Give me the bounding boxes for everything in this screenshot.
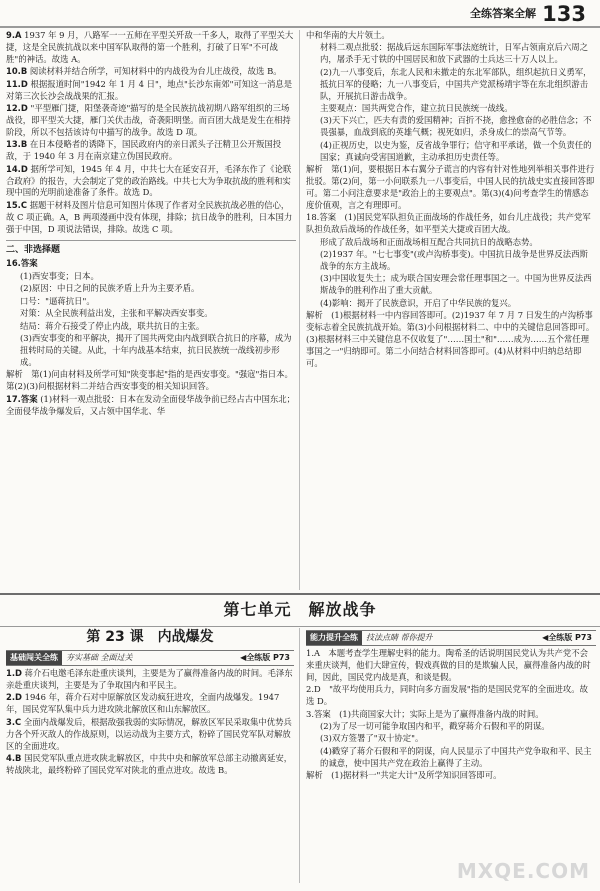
answer-text: 据题干材料及图片信息可知图片体现了作者对全民族抗战必胜的信心，故 C 项正确。A，B 两项漫画中没有体现，排除；抗日战争的胜利，日本国力强于中国，D 项说法错误，排除。故选 C 项。 — [6, 199, 293, 234]
answer-line: (3)中国收复失土；成为联合国安理会常任理事国之一。中国为世界反法西斯战争的胜利作出了重大贡献。 — [320, 273, 592, 296]
bottom-right-column — [306, 648, 596, 783]
basic-practice-bar — [6, 650, 294, 666]
answer-item — [6, 692, 294, 716]
answer-line: (3)西安事变的和平解决，揭开了国共两党由内战到联合抗日的序幕，成为扭转时局的关键。从此，十年内战基本结束，抗日民族统一战线初步形成。 — [20, 332, 292, 367]
answer-line: 解析 第(1)问由材料及所学可知"陕变事起"指的是西安事变。"强寇"指日本。第(2)(3)问根据材料二并结合西安事变的相关知识回答。 — [6, 369, 293, 392]
column-divider — [299, 30, 300, 590]
top-right-column — [306, 30, 596, 370]
answer-item — [6, 103, 296, 139]
answer-number: 4.B — [6, 752, 22, 763]
advanced-practice-ref: ◀全练版 P73 — [542, 633, 592, 642]
answer-line: 结局：蒋介石接受了停止内战，联共抗日的主张。 — [20, 320, 205, 331]
answer-text: "平型雁门捷，阳堡袭奇迹"描写的是全民族抗战初期八路军组织的三场战役，即平型关大捷，雁门关伏击战，奇袭阳明堡。而百团大战是发生在相持阶段，所以不包括该诗句中描写的战争。故选 D 项。 — [6, 103, 291, 137]
answer-line: (3)天下兴亡，匹夫有责的爱国精神；百折不挠，愈挫愈奋的必胜信念；不畏强暴，血战到底的英雄气概；视死如归，杀身成仁的崇高气节等。 — [320, 115, 592, 138]
answer-line: (2)原因：中日之间的民族矛盾上升为主要矛盾。 — [20, 283, 200, 294]
answer-number: 10.B — [6, 66, 28, 77]
answer-line: (3)双方签署了"双十协定"。 — [320, 733, 424, 744]
answer-item — [6, 164, 296, 200]
answer-line: 18.答案 (1)国民党军队担负正面战场的作战任务，如台儿庄战役；共产党军队担负敌后战场的作战任务，如平型关大捷或百团大战。 — [306, 212, 591, 235]
answer-item — [6, 66, 296, 78]
header-title: 全练答案全解 — [470, 7, 536, 20]
answer-line: (2)为了尽一切可能争取国内和平，戳穿蒋介石假和平的阴谋。 — [320, 721, 550, 732]
answer-line: 1.A 本题考查学生理解史料的能力。陶希圣的话说明国民党认为共产党不会来重庆谈判，他们大肆宣传，假戏真做的目的是欺骗人民，赢得准备内战的时间，因此，国民党内战是真，和谈是假。 — [306, 648, 591, 682]
answer-line: 2.D "故平均使用兵力，同时向多方面发展"指的是国民党军的全面进攻。故选 D。 — [306, 684, 589, 707]
answer-text: 蒋介石电邀毛泽东赴重庆谈判，主要是为了赢得准备内战的时间。毛泽东亲赴重庆谈判，主要是为了争取国内和平民主。 — [6, 668, 293, 690]
basic-practice-sub: 夯实基础 全面过关 — [66, 653, 133, 662]
answer-item — [6, 79, 296, 103]
q16-answer-head: 16.答案 — [6, 258, 38, 269]
answer-line: 主要观点：国共两党合作，建立抗日民族统一战线。 — [320, 103, 513, 114]
answer-item — [6, 139, 296, 163]
answer-number: 12.D — [6, 103, 28, 114]
answer-item — [6, 200, 296, 236]
basic-practice-tag: 基础闯关全练 — [6, 651, 62, 665]
answer-text: 全面内战爆发后，根据敌强我弱的实际情况，解放区军民采取集中优势兵力各个歼灭敌人的作战原则，以运动战为主要方式，粉碎了国民党军队对解放区的全面进攻。 — [6, 716, 292, 751]
answer-line: (1)西安事变；日本。 — [20, 270, 99, 281]
advanced-practice-tag: 能力提升全练 — [306, 631, 362, 645]
answer-text: 据所学可知，1945 年 4 月，中共七大在延安召开，毛泽东作了《论联合政府》的报告，大会制定了党的政治路线。中共七大为争取抗战的胜利和实现中国的光明前途准备了条件。故选 D。 — [6, 163, 292, 198]
answer-number: 9.A — [6, 30, 22, 40]
unit-title: 第七单元 解放战争 — [0, 593, 600, 627]
answer-line: 解析 (1)据材料一"共定大计"及所学知识回答即可。 — [306, 770, 502, 781]
page-header — [0, 0, 600, 28]
lesson-title: 第 23 课 内战爆发 — [86, 629, 214, 645]
answer-line: 解析 (1)根据材料一中内容回答即可。(2)1937 年 7 月 7 日发生的卢沟桥事变标志着全民族抗战开始。第(3)小问根据材料二、中中的关键信息回答即可。(3)根据材料三中关键信息不仅收复了"……国土"和"……成为……五个常任理事国之一"归纳即可。第二小问结合材料回答即可。(4)从材料中归纳总结即可。 — [306, 310, 595, 368]
answer-number: 1.D — [6, 668, 22, 678]
answer-line: (4)戳穿了蒋介石假和平的阴谋，向人民显示了中国共产党争取和平、民主的诚意，使中国共产党在政治上赢得了主动。 — [320, 745, 592, 768]
section-heading: 二、非选择题 — [6, 240, 296, 257]
answer-line: (2)九一八事变后，东北人民和未撤走的东北军部队，组织起抗日义勇军，抵抗日军的侵略；九一八事变后，中国共产党派杨靖宇等在东北组织游击队，开展抗日游击战争。 — [320, 66, 592, 101]
answer-line: (2)1937 年。"七七事变"(或卢沟桥事变)。中国抗日战争是世界反法西斯战争的东方主战场。 — [320, 249, 588, 272]
answer-text: 国民党军队重点进攻陕北解放区，中共中央和解放军总部主动撤离延安，转战陕北，最终粉碎了国民党军对陕北的重点进攻。故选 B。 — [6, 752, 293, 775]
answer-line: 中和华南的大片领土。 — [306, 30, 390, 40]
bottom-left-column — [6, 668, 294, 777]
answer-line: 口号："逼蒋抗日"。 — [20, 295, 95, 306]
answer-text: 1937 年 9 月，八路军一一五师在平型关歼敌一千多人，取得了平型关大捷，这是全民族抗战以来中国军队取得的第一个胜利，打破了日军"不可战胜"的神话。故选 A。 — [6, 30, 294, 64]
advanced-practice-sub: 技法点睛 帮你提升 — [366, 633, 433, 642]
answer-item — [6, 717, 294, 753]
answer-item — [6, 30, 296, 66]
answer-text: 在日本侵略者的诱降下，国民政府内的亲日派头子汪精卫公开叛国投敌，于 1940 年 3 月在南京建立伪国民政府。 — [6, 139, 282, 162]
answer-line: (4)影响：揭开了民族意识，开启了中华民族的复兴。 — [320, 297, 517, 308]
answer-number: 2.D — [6, 692, 22, 703]
answer-item — [6, 753, 294, 777]
answer-line: 解析 第(1)问，要根据日本右翼分子谎言的内容有针对性地列举相关事件进行批驳。第(2)问，第一小问联系九一八事变后，中国人民的抗战史实直接回答即可。第二小问注意要求是"政治上的主要观点"。第(3)(4)问考查学生的情感态度价值观，言之有理即可。 — [306, 164, 595, 210]
page-number: 133 — [542, 2, 586, 26]
answer-text: 阅读材料并结合所学，可知材料中的内战役为台儿庄战役，故选 B。 — [29, 66, 282, 77]
answer-number: 15.C — [6, 199, 27, 210]
answer-number: 14.D — [6, 163, 28, 174]
answer-line: (4)正视历史，以史为鉴，反省战争罪行；信守和平承诺，做一个负责任的国家；真诚向受害国道歉，主动承担历史责任等。 — [320, 139, 592, 162]
answer-item — [6, 668, 294, 692]
column-divider-bottom — [299, 628, 300, 883]
answer-line: 材料二观点批驳：据战后远东国际军事法庭统计，日军占领南京后六周之内，屠杀手无寸铁的中国居民和放下武器的士兵达三十万人以上。 — [320, 42, 588, 65]
answer-number: 13.B — [6, 139, 28, 150]
advanced-practice-bar — [306, 630, 596, 646]
answer-line: 3.答案 (1)共商国家大计；实际上是为了赢得准备内战的时间。 — [306, 708, 544, 719]
answer-line: 对策：从全民族利益出发，主张和平解决西安事变。 — [20, 308, 213, 319]
answer-number: 11.D — [6, 78, 28, 89]
basic-practice-ref: ◀全练版 P73 — [240, 653, 290, 662]
answer-text: 根据报道时间"1942 年 1 月 4 日"，地点"长沙东南郊"可知这一消息是对第三次长沙会战战果的汇报。 — [6, 78, 293, 101]
q17-answer-start: 17.答案 (1)材料一观点批驳：日本在发动全面侵华战争前已经占古中国东北；全面侵华战争爆发后，又占领中国华北、华 — [6, 393, 296, 416]
answer-text: 1946 年，蒋介石对中原解放区发动疯狂进攻，全面内战爆发。1947 年，国民党军队集中兵力进攻陕北解放区和山东解放区。 — [6, 692, 280, 715]
answer-line: 形成了敌后战场和正面战场相互配合共同抗日的战略态势。 — [320, 236, 538, 247]
answer-number: 3.C — [6, 716, 22, 727]
top-left-column — [6, 30, 296, 418]
watermark: MXQE.COM — [456, 858, 590, 883]
